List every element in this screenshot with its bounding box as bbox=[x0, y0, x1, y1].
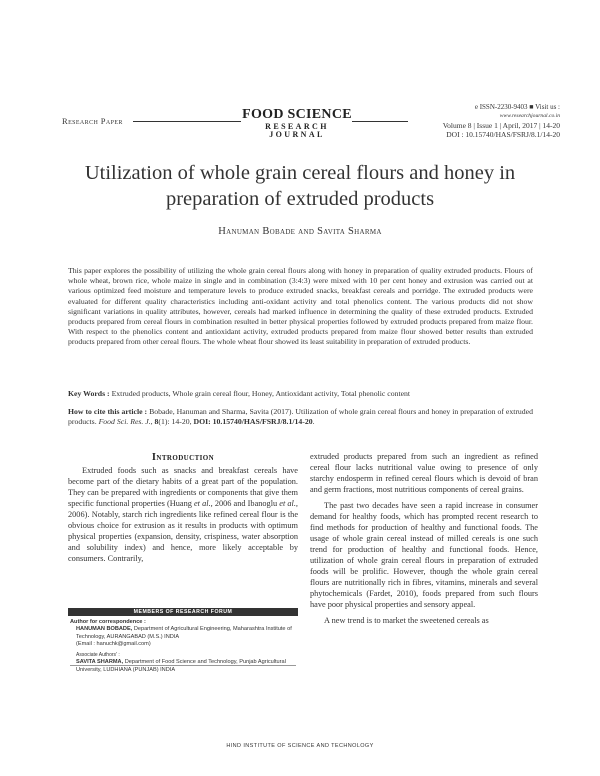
intro-p1-etal-1: et al., bbox=[194, 499, 213, 509]
journal-name-line1: FOOD SCIENCE bbox=[242, 107, 352, 122]
corresponding-author bbox=[70, 626, 298, 641]
journal-meta bbox=[420, 103, 560, 139]
header-rule-right bbox=[352, 121, 408, 122]
article-authors: Hanuman Bobade and Savita Sharma bbox=[218, 226, 382, 237]
section-heading-introduction: Introduction bbox=[151, 452, 215, 463]
corresponding-author-name: HANUMAN BOBADE, bbox=[76, 626, 133, 633]
citation-text: Bobade, Hanuman and Sharma, Savita (2017). Utilization of whole grain cereal flours and honey in preparation of extruded products. bbox=[68, 407, 533, 427]
header-rule-left bbox=[133, 121, 241, 122]
right-paragraph-1: extruded products prepared from such an ingredient as refined cereal flour lacks nutritional value owing to presence of only starchy endosperm in refined cereal flours which is devoid of bran and germ fractions, most nutritious components of cereal grains. bbox=[310, 452, 538, 495]
intro-paragraph-1 bbox=[68, 465, 298, 564]
article-type-label: Research Paper bbox=[62, 116, 123, 126]
intro-p1-part-c: 2006). Notably, starch rich ingredients like refined cereal flour is the obvious choice for extrusion as it results in products with optimum physical properties (expansion, density, crispiness, water absorption and solubility index) and hence, more likely acceptable by consumers. Contrarily, bbox=[68, 510, 298, 564]
page-footer: HIND INSTITUTE OF SCIENCE AND TECHNOLOGY bbox=[226, 743, 374, 749]
volume-text: Volume 8 | Issue 1 | April, 2017 | 14-20 bbox=[442, 121, 560, 130]
article-title: Utilization of whole grain cereal flours and honey in preparation of extruded products bbox=[84, 162, 516, 210]
body-column-left bbox=[68, 465, 298, 564]
associate-author bbox=[70, 659, 298, 674]
citation-label: How to cite this article : bbox=[68, 407, 148, 416]
corresponding-author-affiliation: Department of Agricultural Engineering, Maharashtra Institute of Technology, AURANGABAD (M.S.) INDIA bbox=[76, 626, 292, 640]
members-banner-label: MEMBERS OF RESEARCH FORUM bbox=[133, 609, 233, 615]
intro-p1-etal-2: et al., bbox=[279, 499, 298, 509]
citation-journal: Food Sci. Res. J., bbox=[98, 417, 153, 427]
issn-text: e ISSN-2230-9403 ■ Visit us : bbox=[474, 103, 560, 111]
citation-pages: (1): 14-20, bbox=[158, 417, 192, 427]
associate-authors-label: Associate Authors' : bbox=[76, 652, 120, 659]
journal-logo bbox=[242, 108, 352, 139]
keywords-text: Extruded products, Whole grain cereal flour, Honey, Antioxidant activity, Total phenolic content bbox=[111, 389, 411, 398]
citation-volume: 8 bbox=[154, 417, 159, 427]
intro-p1-part-b: 2006 and Ibanoglu bbox=[214, 499, 278, 509]
right-paragraph-2: The past two decades have seen a rapid increase in consumer demand for healthy foods, which has prompted recent research to find methods for production of healthy and functional foods. The usage of whole grain cereal instead of milled cereals is one such trend for production of healthy and functional foods. Hence, utilization of whole grain cereal flours in preparation of extruded foods will be prolific. However, though the whole grain cereal flours are nutritionally rich in fibres, vitamins, minerals and several phytochemicals (Fardet, 2010), foods prepared from such flours have poor physical properties and sensory appeal. bbox=[310, 500, 538, 610]
body-column-right bbox=[310, 451, 538, 626]
keywords-label: Key Words : bbox=[68, 389, 110, 398]
associate-author-name: SAVITA SHARMA, bbox=[76, 659, 124, 666]
doi-text: DOI : 10.15740/HAS/FSRJ/8.1/14-20 bbox=[446, 130, 560, 139]
citation-end: . bbox=[312, 417, 315, 427]
right-paragraph-3: A new trend is to market the sweetened cereals as bbox=[324, 615, 489, 625]
members-divider bbox=[70, 665, 296, 666]
citation-doi[interactable]: DOI: 10.15740/HAS/FSRJ/8.1/14-20 bbox=[193, 417, 313, 427]
keywords bbox=[68, 389, 533, 399]
journal-name-line2: RESEARCH JOURNAL bbox=[265, 122, 329, 139]
abstract: This paper explores the possibility of utilizing the whole grain cereal flours along with honey in preparation of quality extruded products. Flours of whole wheat, brown rice, whole maize in single and in combination (3:4:3) were mixed with 10 per cent honey and extrusion was carried out at various optimized feed moisture and temperature levels to produce extruded snacks, breakfast cereals and porridge. The extruded products were evaluated for different quality characteristics including anti-oxidant activity and total phenolics content. The various products did not show significant variations in quality attributes, however, cereals had marked influence in determining the quality of these extruded products. Extruded products prepared from cereal flours in combination resulted in better physical properties followed by extruded products prepared from maize flour. With respect to the phenolics content and antioxidant activity, extruded products prepared from maize flour showed better results than extruded products prepared from other cereal flours. The whole wheat flour showed its least suitability in preparation of extruded products. bbox=[68, 266, 533, 347]
website-link[interactable]: www.researchjournal.co.in bbox=[499, 113, 560, 119]
members-banner bbox=[68, 608, 298, 616]
intro-p1-part-a: Extruded foods such as snacks and breakfast cereals have become part of the dietary habits of a great part of the population. They can be prepared with ingredients or components that give them specific functional properties (Huang bbox=[68, 466, 298, 509]
citation bbox=[68, 407, 533, 427]
associate-author-affiliation: Department of Food Science and Technology, Punjab Agricultural University, LUDHIANA (PUNJAB) INDIA bbox=[76, 659, 286, 673]
corresponding-author-email[interactable]: (Email : hanuchk@gmail.com) bbox=[76, 640, 151, 647]
corresponding-author-label: Author for correspondence : bbox=[70, 619, 146, 625]
